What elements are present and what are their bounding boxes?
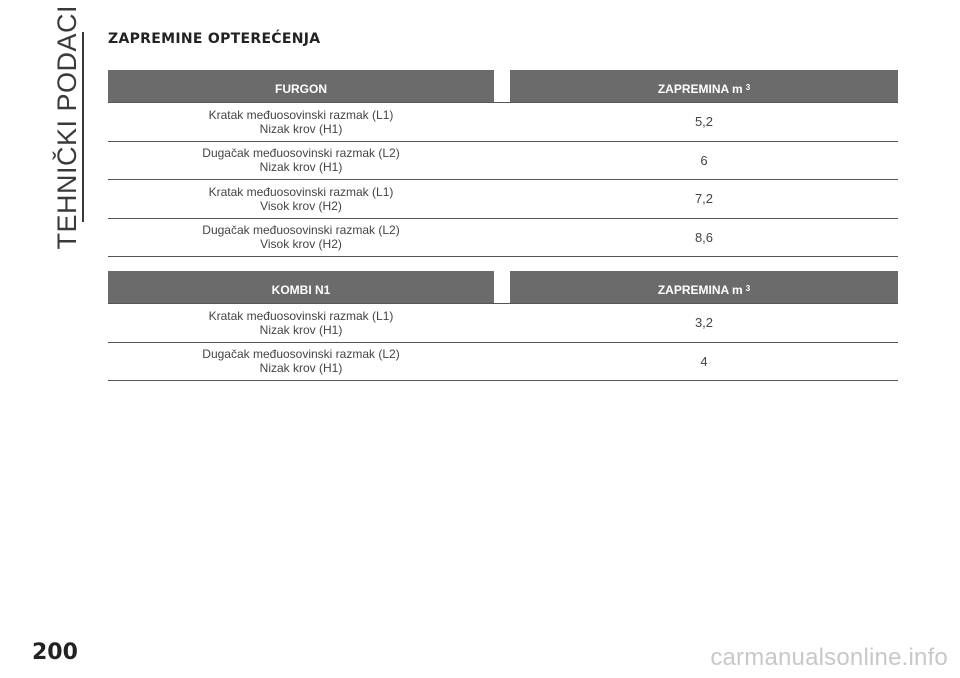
page-number: 200 bbox=[32, 640, 78, 665]
row-description: Dugačak međuosovinski razmak (L2) Nizak krov (H1) bbox=[202, 347, 400, 376]
row-description: Dugačak međuosovinski razmak (L2) Visok krov (H2) bbox=[202, 223, 400, 252]
row-value: 3,2 bbox=[694, 315, 714, 331]
row-value: 8,6 bbox=[694, 229, 714, 245]
row-description: Kratak međuosovinski razmak (L1) Nizak krov (H1) bbox=[208, 107, 394, 136]
table-header bbox=[108, 70, 898, 102]
kombi-table bbox=[108, 271, 898, 381]
side-divider bbox=[82, 32, 84, 222]
furgon-table bbox=[108, 70, 898, 257]
row-value: 5,2 bbox=[694, 114, 714, 130]
header-gap bbox=[494, 271, 510, 303]
table-row bbox=[108, 103, 898, 142]
row-description: Dugačak međuosovinski razmak (L2) Nizak krov (H1) bbox=[202, 146, 400, 175]
row-value: 7,2 bbox=[694, 191, 714, 207]
side-section-title bbox=[51, 4, 82, 250]
table-row bbox=[108, 219, 898, 258]
table-row bbox=[108, 180, 898, 219]
row-value: 6 bbox=[700, 152, 708, 168]
table-row bbox=[108, 304, 898, 343]
side-section-title-text: TEHNIČKI PODACI bbox=[51, 4, 82, 250]
header-vehicle: FURGON bbox=[108, 70, 494, 102]
section-title: ZAPREMINE OPTEREĆENJA bbox=[108, 31, 321, 47]
header-volume: ZAPREMINA m $^3$ bbox=[510, 271, 898, 303]
row-description: Kratak međuosovinski razmak (L1) Visok krov (H2) bbox=[208, 184, 394, 213]
table-header bbox=[108, 271, 898, 303]
table-row bbox=[108, 142, 898, 181]
header-gap bbox=[494, 70, 510, 102]
table-row bbox=[108, 343, 898, 382]
header-vehicle: KOMBI N1 bbox=[108, 271, 494, 303]
watermark: carmanualsonline.info bbox=[710, 644, 948, 671]
header-volume: ZAPREMINA m $^3$ bbox=[510, 70, 898, 102]
row-value: 4 bbox=[700, 353, 708, 369]
row-description: Kratak međuosovinski razmak (L1) Nizak krov (H1) bbox=[208, 308, 394, 337]
